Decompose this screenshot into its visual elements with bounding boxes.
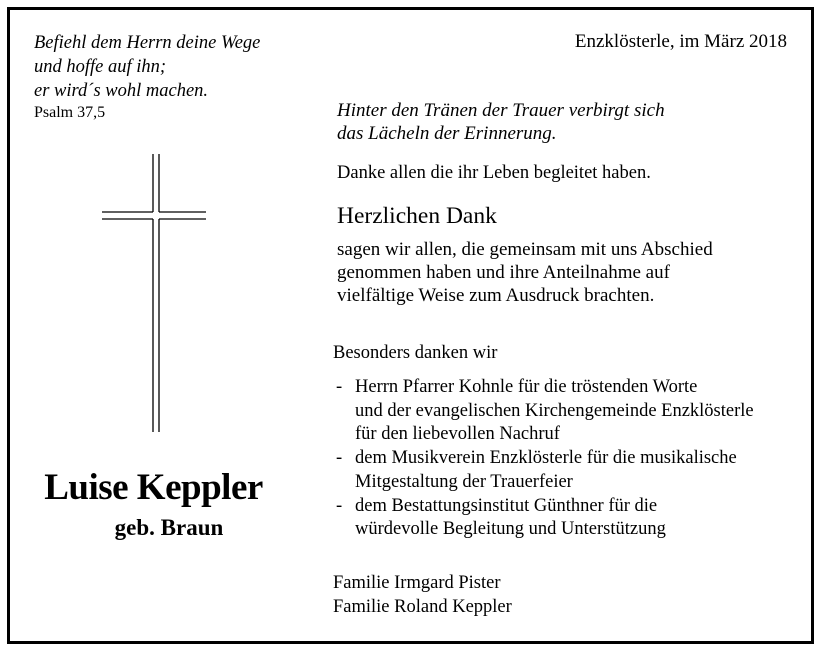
- psalm-quote: [34, 31, 260, 103]
- signature-line: Familie Irmgard Pister: [333, 573, 501, 593]
- paragraph-line: genommen haben und ihre Anteilnahme auf: [337, 262, 670, 283]
- list-dash: -: [336, 377, 343, 397]
- list-item-line: und der evangelischen Kirchengemeinde Enzklösterle: [355, 400, 754, 421]
- list-item-line: dem Bestattungsinstitut Günthner für die: [355, 495, 658, 516]
- paragraph-line: sagen wir allen, die gemeinsam mit uns Abschied: [337, 239, 713, 260]
- list-item: [333, 495, 754, 542]
- cross-icon: [102, 154, 208, 434]
- list-item-line: würdevolle Begleitung und Unterstützung: [355, 519, 666, 540]
- list-item-line: Mitgestaltung der Trauerfeier: [355, 471, 573, 492]
- list-dash: -: [336, 495, 343, 516]
- motto-line: Hinter den Tränen der Trauer verbirgt sich: [337, 100, 665, 121]
- psalm-line: Befiehl dem Herrn deine Wege: [34, 33, 261, 53]
- list-dash: -: [336, 448, 343, 469]
- list-item-line: dem Musikverein Enzklösterle für die musikalische: [355, 448, 737, 469]
- special-thanks-intro: Besonders danken wir: [333, 343, 498, 363]
- list-item-line: für den liebevollen Nachruf: [355, 424, 560, 445]
- list-item-line: Herrn Pfarrer Kohnle für die tröstenden Worte: [355, 377, 698, 397]
- motto: [337, 99, 665, 145]
- psalm-reference: Psalm 37,5: [34, 104, 106, 121]
- deceased-maiden-name: geb. Braun: [114, 515, 224, 540]
- paragraph-line: vielfältige Weise zum Ausdruck brachten.: [337, 285, 655, 306]
- psalm-line: er wird´s wohl machen.: [34, 81, 209, 101]
- psalm-line: und hoffe auf ihn;: [34, 57, 167, 77]
- list-item: [333, 376, 754, 447]
- thanks-heading: Herzlichen Dank: [337, 203, 497, 229]
- signature-line: Familie Roland Keppler: [333, 597, 512, 617]
- signatures: [333, 571, 512, 619]
- obituary-card: [7, 7, 814, 644]
- list-item: [333, 447, 754, 494]
- thanks-paragraph: [337, 238, 713, 307]
- thanks-intro: Danke allen die ihr Leben begleitet haben.: [337, 163, 651, 183]
- thanks-list: [333, 376, 754, 542]
- deceased-name: Luise Keppler: [44, 467, 263, 508]
- motto-line: das Lächeln der Erinnerung.: [337, 123, 557, 144]
- place-date: Enzklösterle, im März 2018: [574, 31, 787, 52]
